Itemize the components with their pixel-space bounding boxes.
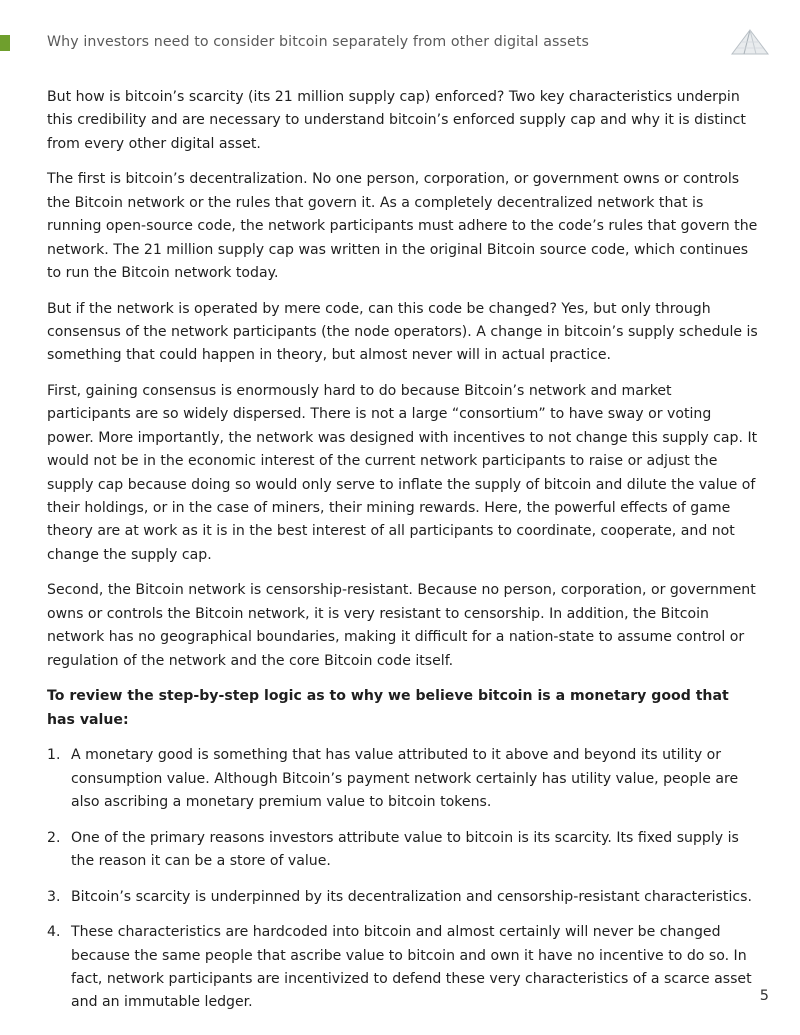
page-number: 5 <box>759 988 769 1004</box>
list-item-text: A monetary good is something that has value attributed to it above and beyond its utility or consumption value. Although Bitcoin’s payment network certainly has utility value, people are also ascribing a monetary premium value to bitcoin tokens. <box>71 747 739 810</box>
list-item <box>47 921 759 1015</box>
document-body <box>47 86 759 1027</box>
list-item-number: 1. <box>47 747 61 764</box>
list-item-text: Bitcoin’s scarcity is underpinned by its decentralization and censorship-resistant characteristics. <box>71 888 752 905</box>
pyramid-logo-icon <box>730 28 770 58</box>
list-item-number: 4. <box>47 924 61 941</box>
list-item-text: These characteristics are hardcoded into bitcoin and almost certainly will never be changed because the same people that ascribe value to bitcoin and own it have no incentive to do so. In fact, network participants are incentivized to defend these very characteristics of a scarce asset and an immutable ledger. <box>71 924 752 1011</box>
list-item-number: 2. <box>47 829 61 846</box>
header-accent-bar <box>0 35 10 51</box>
paragraph: First, gaining consensus is enormously hard to do because Bitcoin’s network and market participants are so widely dispersed. There is not a large “consortium” to have sway or voting power. More importantly, the network was designed with incentives to not change this supply cap. It would not be in the economic interest of the current network participants to raise or adjust the supply cap because doing so would only serve to inflate the supply of bitcoin and dilute the value of their holdings, or in the case of miners, their mining rewards. Here, the powerful effects of game theory are at work as it is in the best interest of all participants to coordinate, cooperate, and not change the supply cap. <box>47 383 758 563</box>
logic-list <box>47 744 759 1015</box>
list-item <box>47 886 759 909</box>
paragraph: But if the network is operated by mere code, can this code be changed? Yes, but only through consensus of the network participants (the node operators). A change in bitcoin’s supply schedule is something that could happen in theory, but almost never will in actual practice. <box>47 300 758 364</box>
list-item <box>47 744 759 814</box>
list-item <box>47 827 759 874</box>
review-heading: To review the step-by-step logic as to why we believe bitcoin is a monetary good that has value: <box>47 688 729 728</box>
list-item-text: One of the primary reasons investors attribute value to bitcoin is its scarcity. Its fixed supply is the reason it can be a store of value. <box>71 829 739 869</box>
header-title: Why investors need to consider bitcoin separately from other digital assets <box>47 34 589 50</box>
paragraph: The first is bitcoin’s decentralization. No one person, corporation, or government owns or controls the Bitcoin network or the rules that govern it. As a completely decentralized network that is running open-source code, the network participants must adhere to the code’s rules that govern the network. The 21 million supply cap was written in the original Bitcoin source code, which continues to run the Bitcoin network today. <box>47 171 758 282</box>
paragraph: But how is bitcoin’s scarcity (its 21 million supply cap) enforced? Two key characteristics underpin this credibility and are necessary to understand bitcoin’s enforced supply cap and why it is distinct from every other digital asset. <box>47 89 746 152</box>
paragraph: Second, the Bitcoin network is censorship-resistant. Because no person, corporation, or government owns or controls the Bitcoin network, it is very resistant to censorship. In addition, the Bitcoin network has no geographical boundaries, making it difficult for a nation-state to assume control or regulation of the network and the core Bitcoin code itself. <box>47 582 756 669</box>
list-item-number: 3. <box>47 888 61 905</box>
